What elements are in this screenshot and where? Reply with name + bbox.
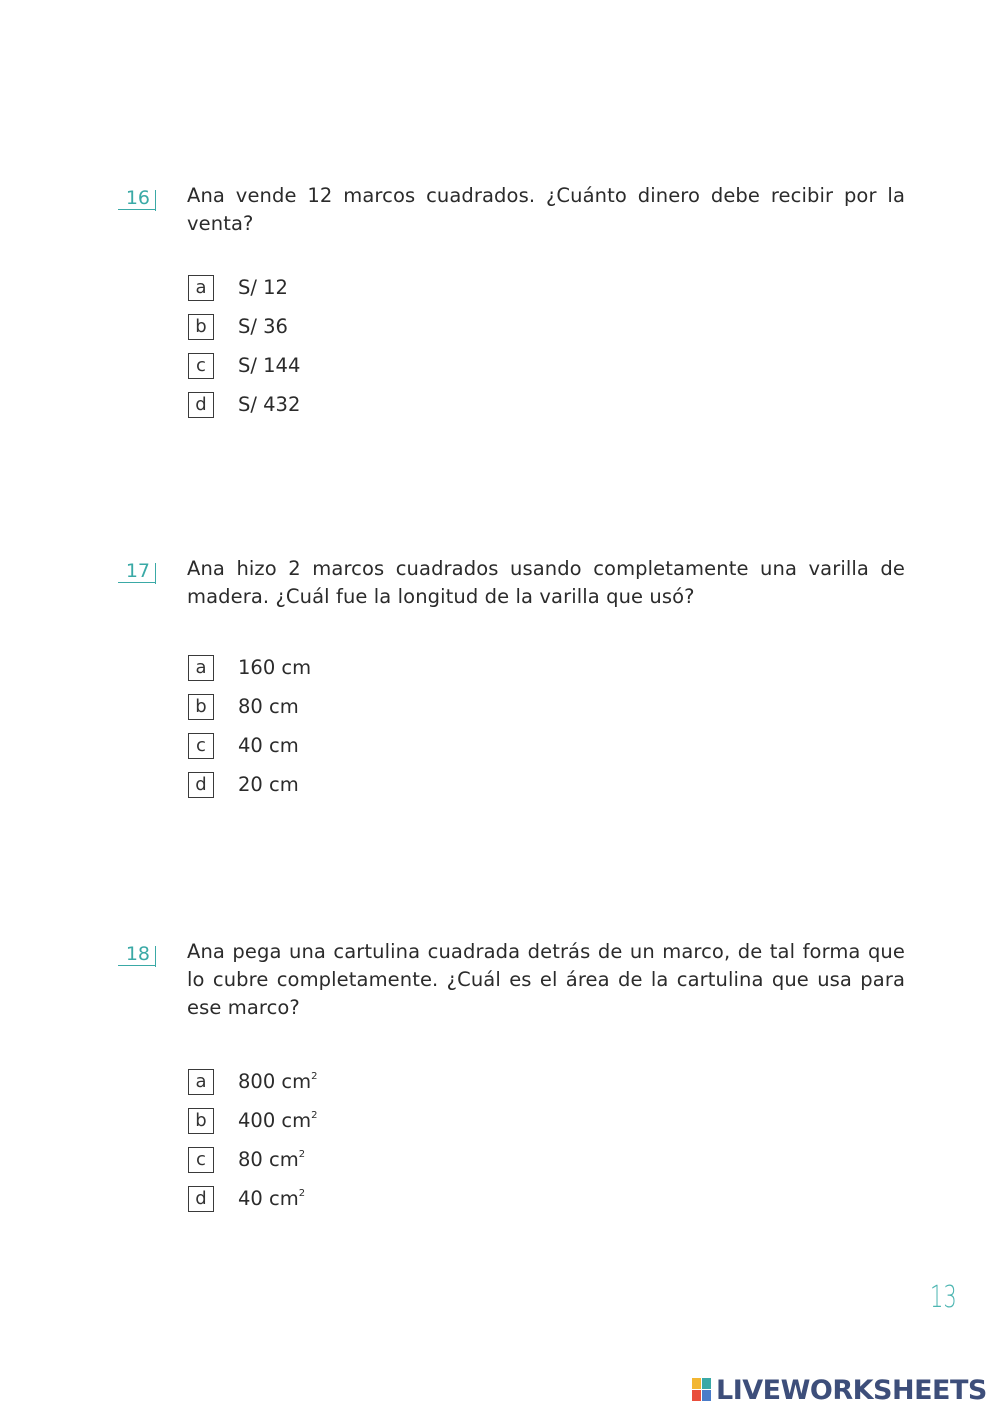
- option-text: S/ 432: [238, 393, 301, 416]
- option-letter-box[interactable]: d: [188, 392, 214, 418]
- superscript: 2: [298, 1188, 306, 1199]
- option-letter-box[interactable]: a: [188, 655, 214, 681]
- option-text: 80 $cm^2$: [238, 1148, 306, 1171]
- question-number: 18: [118, 942, 156, 966]
- option-c[interactable]: [188, 353, 488, 379]
- option-text: 800 $cm^2$: [238, 1070, 318, 1093]
- question-number: 16: [118, 186, 156, 210]
- option-text: 80 cm: [238, 695, 299, 718]
- option-letter-box[interactable]: a: [188, 1069, 214, 1095]
- question-text: Ana hizo 2 marcos cuadrados usando completamente una varilla de madera. ¿Cuál fue la longitud de la varilla que usó?: [187, 557, 905, 608]
- option-text: 400 $cm^2$: [238, 1109, 318, 1132]
- option-a[interactable]: [188, 655, 488, 681]
- option-d[interactable]: [188, 1186, 488, 1212]
- option-text: 40 cm: [238, 734, 299, 757]
- option-d[interactable]: [188, 392, 488, 418]
- option-b[interactable]: [188, 1108, 488, 1134]
- option-b[interactable]: [188, 314, 488, 340]
- option-text: S/ 144: [238, 354, 301, 377]
- option-a[interactable]: [188, 1069, 488, 1095]
- option-letter-box[interactable]: c: [188, 353, 214, 379]
- option-c[interactable]: [188, 733, 488, 759]
- question-text: Ana pega una cartulina cuadrada detrás de un marco, de tal forma que lo cubre completamente. ¿Cuál es el área de la cartulina que usa para ese marco?: [187, 940, 905, 1019]
- question-text: Ana vende 12 marcos cuadrados. ¿Cuánto dinero debe recibir por la venta?: [187, 184, 905, 235]
- page-number: 13: [930, 1280, 957, 1315]
- option-c[interactable]: [188, 1147, 488, 1173]
- option-text: 160 cm: [238, 656, 312, 679]
- option-a[interactable]: [188, 275, 488, 301]
- option-d[interactable]: [188, 772, 488, 798]
- superscript: 2: [298, 1149, 306, 1160]
- option-letter-box[interactable]: d: [188, 1186, 214, 1212]
- option-text: 20 cm: [238, 773, 299, 796]
- option-text: S/ 36: [238, 315, 288, 338]
- option-letter-box[interactable]: b: [188, 314, 214, 340]
- option-letter-box[interactable]: a: [188, 275, 214, 301]
- brand-name: LIVEWORKSHEETS: [716, 1374, 987, 1406]
- logo-icon: [692, 1378, 712, 1402]
- option-letter-box[interactable]: c: [188, 733, 214, 759]
- option-text: S/ 12: [238, 276, 288, 299]
- option-b[interactable]: [188, 694, 488, 720]
- option-letter-box[interactable]: c: [188, 1147, 214, 1173]
- option-letter-box[interactable]: b: [188, 694, 214, 720]
- option-letter-box[interactable]: d: [188, 772, 214, 798]
- superscript: 2: [311, 1110, 318, 1121]
- liveworksheets-logo[interactable]: [692, 1376, 987, 1404]
- option-text: 40 $cm^2$: [238, 1187, 306, 1210]
- question-number: 17: [118, 559, 156, 583]
- superscript: 2: [311, 1071, 318, 1082]
- option-letter-box[interactable]: b: [188, 1108, 214, 1134]
